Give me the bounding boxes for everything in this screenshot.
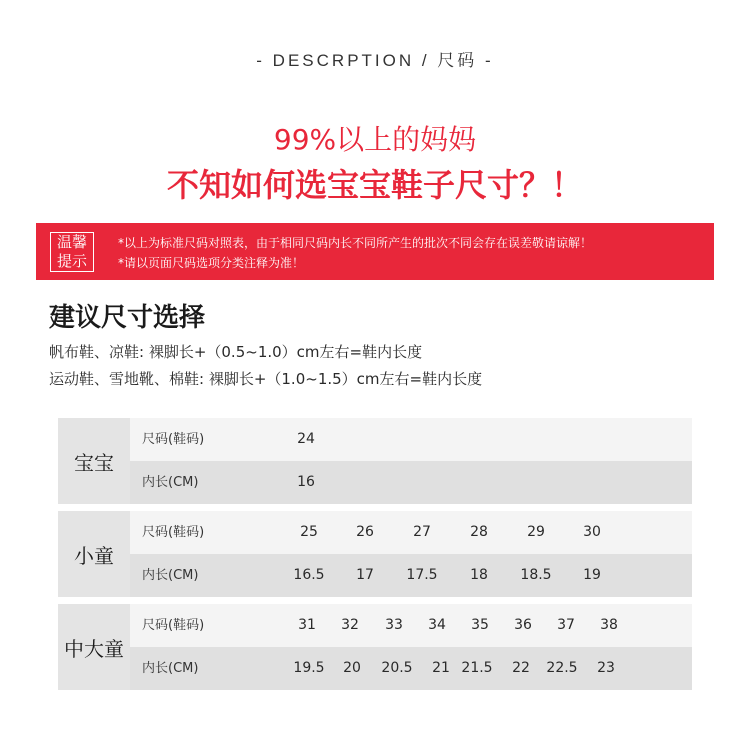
length-cell: 21 <box>432 660 450 676</box>
notice-tag-line2: 提示 <box>56 252 87 270</box>
size-group-toddler <box>58 511 692 597</box>
length-cell: 22.5 <box>546 660 578 676</box>
size-row-label: 尺码(鞋码) <box>142 432 205 447</box>
headline-secondary: 不知如何选宝宝鞋子尺寸？！ <box>166 166 583 204</box>
size-cell: 37 <box>557 617 575 633</box>
length-row <box>130 554 692 597</box>
group-label: 宝宝 <box>58 418 130 504</box>
size-cell: 25 <box>300 524 318 540</box>
notice-text-2: *请以页面尺码选项分类注释为准！ <box>118 256 305 270</box>
size-cell: 32 <box>341 617 359 633</box>
size-cell: 28 <box>470 524 488 540</box>
group-label: 中大童 <box>58 604 130 690</box>
size-row <box>130 604 692 647</box>
size-cell: 29 <box>527 524 545 540</box>
length-cell: 18 <box>470 567 488 583</box>
length-cell: 21.5 <box>461 660 493 676</box>
section-title: 建议尺寸选择 <box>49 303 206 333</box>
length-cell: 19.5 <box>293 660 325 676</box>
notice-tag-line1: 温馨 <box>56 233 87 251</box>
notice-text-1: *以上为标准尺码对照表，由于相同尺码内长不同所产生的批次不同会存在误差敬请谅解！ <box>118 236 593 250</box>
size-cell: 26 <box>356 524 374 540</box>
length-cell: 20.5 <box>381 660 413 676</box>
size-row <box>130 418 692 461</box>
size-cell: 35 <box>471 617 489 633</box>
group-label: 小童 <box>58 511 130 597</box>
size-group-baby <box>58 418 692 504</box>
size-cell: 33 <box>385 617 403 633</box>
notice-banner <box>36 223 714 280</box>
fit-rule-sneakers-boots: 运动鞋、雪地靴、棉鞋: 裸脚长+（1.0~1.5）cm左右=鞋内长度 <box>49 370 483 388</box>
notice-tag <box>50 232 94 272</box>
length-row <box>130 461 692 504</box>
page-header: - DESCRPTION / 尺码 - <box>256 51 494 70</box>
size-row <box>130 511 692 554</box>
size-cell: 38 <box>600 617 618 633</box>
length-cell: 19 <box>583 567 601 583</box>
size-cell: 27 <box>413 524 431 540</box>
length-cell: 18.5 <box>520 567 552 583</box>
size-cell: 24 <box>297 431 315 447</box>
size-cell: 31 <box>298 617 316 633</box>
length-cell: 22 <box>512 660 530 676</box>
fit-rule-canvas-sandals: 帆布鞋、凉鞋: 裸脚长+（0.5~1.0）cm左右=鞋内长度 <box>49 343 423 361</box>
length-row <box>130 647 692 690</box>
length-row-label: 内长(CM) <box>142 475 199 490</box>
length-row-label: 内长(CM) <box>142 568 199 583</box>
size-group-older-kids <box>58 604 692 690</box>
length-row-label: 内长(CM) <box>142 661 199 676</box>
size-row-label: 尺码(鞋码) <box>142 618 205 633</box>
length-cell: 17 <box>356 567 374 583</box>
length-cell: 16.5 <box>293 567 325 583</box>
length-cell: 23 <box>597 660 615 676</box>
headline-primary: 99%以上的妈妈 <box>273 123 477 156</box>
length-cell: 16 <box>297 474 315 490</box>
size-cell: 30 <box>583 524 601 540</box>
length-cell: 17.5 <box>406 567 438 583</box>
size-cell: 34 <box>428 617 446 633</box>
size-row-label: 尺码(鞋码) <box>142 525 205 540</box>
size-cell: 36 <box>514 617 532 633</box>
length-cell: 20 <box>343 660 361 676</box>
